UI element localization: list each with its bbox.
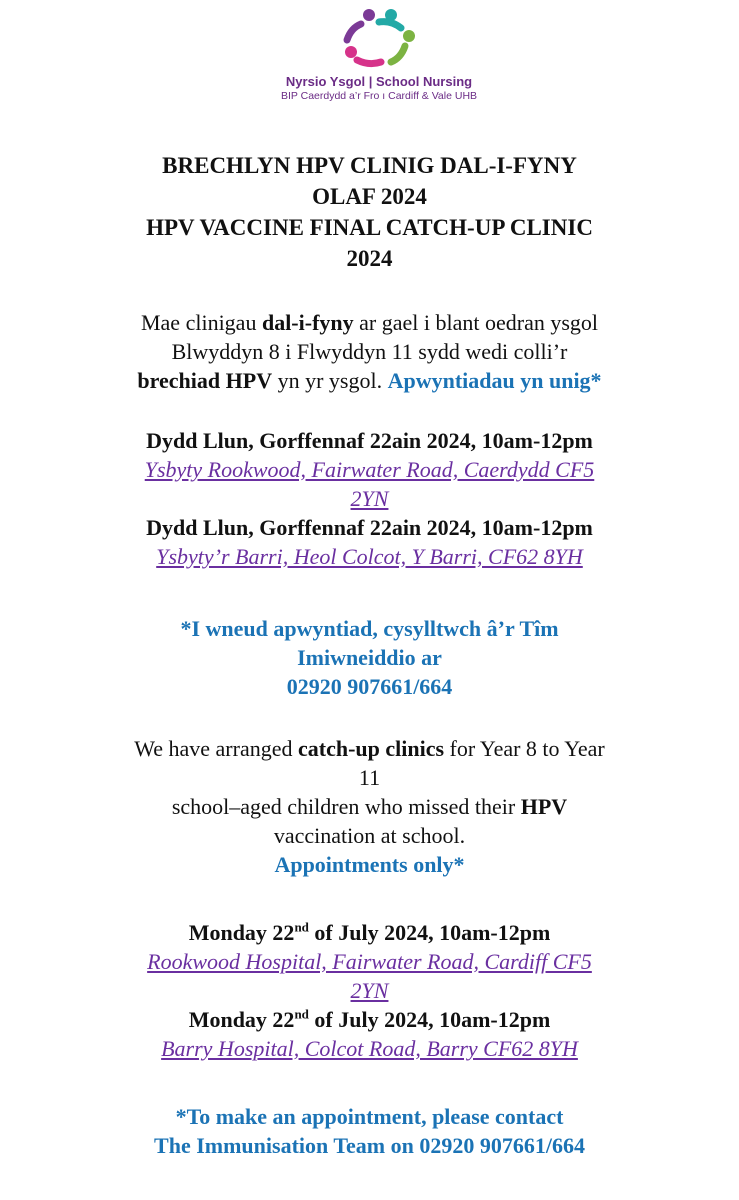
welsh-intro-text: yn yr ysgol.	[272, 368, 388, 393]
english-session1-location-link[interactable]: Rookwood Hospital, Fairwater Road, Cardiff CF5	[147, 949, 592, 974]
english-intro-line2: 11	[358, 765, 381, 790]
english-intro-text: We have arranged	[134, 736, 298, 761]
english-contact-line1: *To make an appointment, please contact	[175, 1104, 564, 1129]
english-contact-line2: The Immunisation Team on 02920 907661/664	[154, 1133, 585, 1158]
welsh-session1-location-link[interactable]: Ysbyty Rookwood, Fairwater Road, Caerdydd CF5	[144, 457, 595, 482]
english-session2-date: Monday 22nd of July 2024, 10am-12pm	[188, 1006, 551, 1032]
english-appointments-only: Appointments only*	[274, 852, 465, 877]
english-session1-location-link[interactable]: 2YN	[350, 978, 389, 1003]
welsh-intro-bold: dal-i-fyny	[261, 310, 354, 335]
english-intro-bold: catch-up clinics	[297, 736, 445, 761]
welsh-intro-bold: brechiad HPV	[137, 368, 273, 393]
english-intro-bold: HPV	[520, 794, 568, 819]
welsh-session1-location-link[interactable]: 2YN	[350, 486, 389, 511]
logo-subtitle: BIP Caerdydd a’r Fro ı Cardiff & Vale UHB	[280, 90, 478, 102]
welsh-session2-location-link[interactable]: Ysbyty’r Barri, Heol Colcot, Y Barri, CF62 8YH	[156, 544, 583, 569]
english-intro-text: for Year 8 to Year	[444, 736, 605, 761]
title-english-line1: HPV VACCINE FINAL CATCH-UP CLINIC	[146, 215, 593, 240]
english-intro-text: school–aged children who missed their	[171, 794, 521, 819]
title-welsh-line1: BRECHLYN HPV CLINIG DAL-I-FYNY	[162, 153, 577, 178]
school-nursing-logo	[254, 6, 504, 116]
page-title	[40, 150, 699, 274]
english-intro-line4: vaccination at school.	[273, 823, 466, 848]
welsh-intro-text: Mae clinigau	[140, 310, 262, 335]
logo-title: Nyrsio Ysgol | School Nursing	[285, 74, 473, 89]
welsh-intro-line2: Blwyddyn 8 i Flwyddyn 11 sydd wedi colli’r	[171, 339, 568, 364]
english-contact	[40, 1102, 699, 1160]
welsh-session2-date: Dydd Llun, Gorffennaf 22ain 2024, 10am-12pm	[146, 515, 593, 540]
welsh-contact-line1: *I wneud apwyntiad, cysylltwch â’r Tîm	[180, 616, 559, 641]
welsh-intro	[40, 308, 699, 395]
english-sessions	[40, 918, 699, 1063]
welsh-contact	[40, 614, 699, 701]
ring-of-people-icon	[339, 6, 419, 70]
english-session1-date: Monday 22nd of July 2024, 10am-12pm	[188, 919, 551, 945]
title-english-line2: 2024	[346, 246, 393, 271]
english-intro	[40, 734, 699, 879]
welsh-appointments-only: Apwyntiadau yn unig*	[387, 368, 602, 393]
welsh-contact-line2: Imiwneiddio ar	[297, 645, 442, 670]
welsh-session1-date: Dydd Llun, Gorffennaf 22ain 2024, 10am-12pm	[146, 428, 593, 453]
welsh-sessions	[40, 426, 699, 571]
welsh-intro-text: ar gael i blant oedran ysgol	[353, 310, 599, 335]
english-session2-location-link[interactable]: Barry Hospital, Colcot Road, Barry CF62 8YH	[161, 1036, 578, 1061]
title-welsh-line2: OLAF 2024	[312, 184, 427, 209]
welsh-contact-phone: 02920 907661/664	[286, 674, 453, 699]
